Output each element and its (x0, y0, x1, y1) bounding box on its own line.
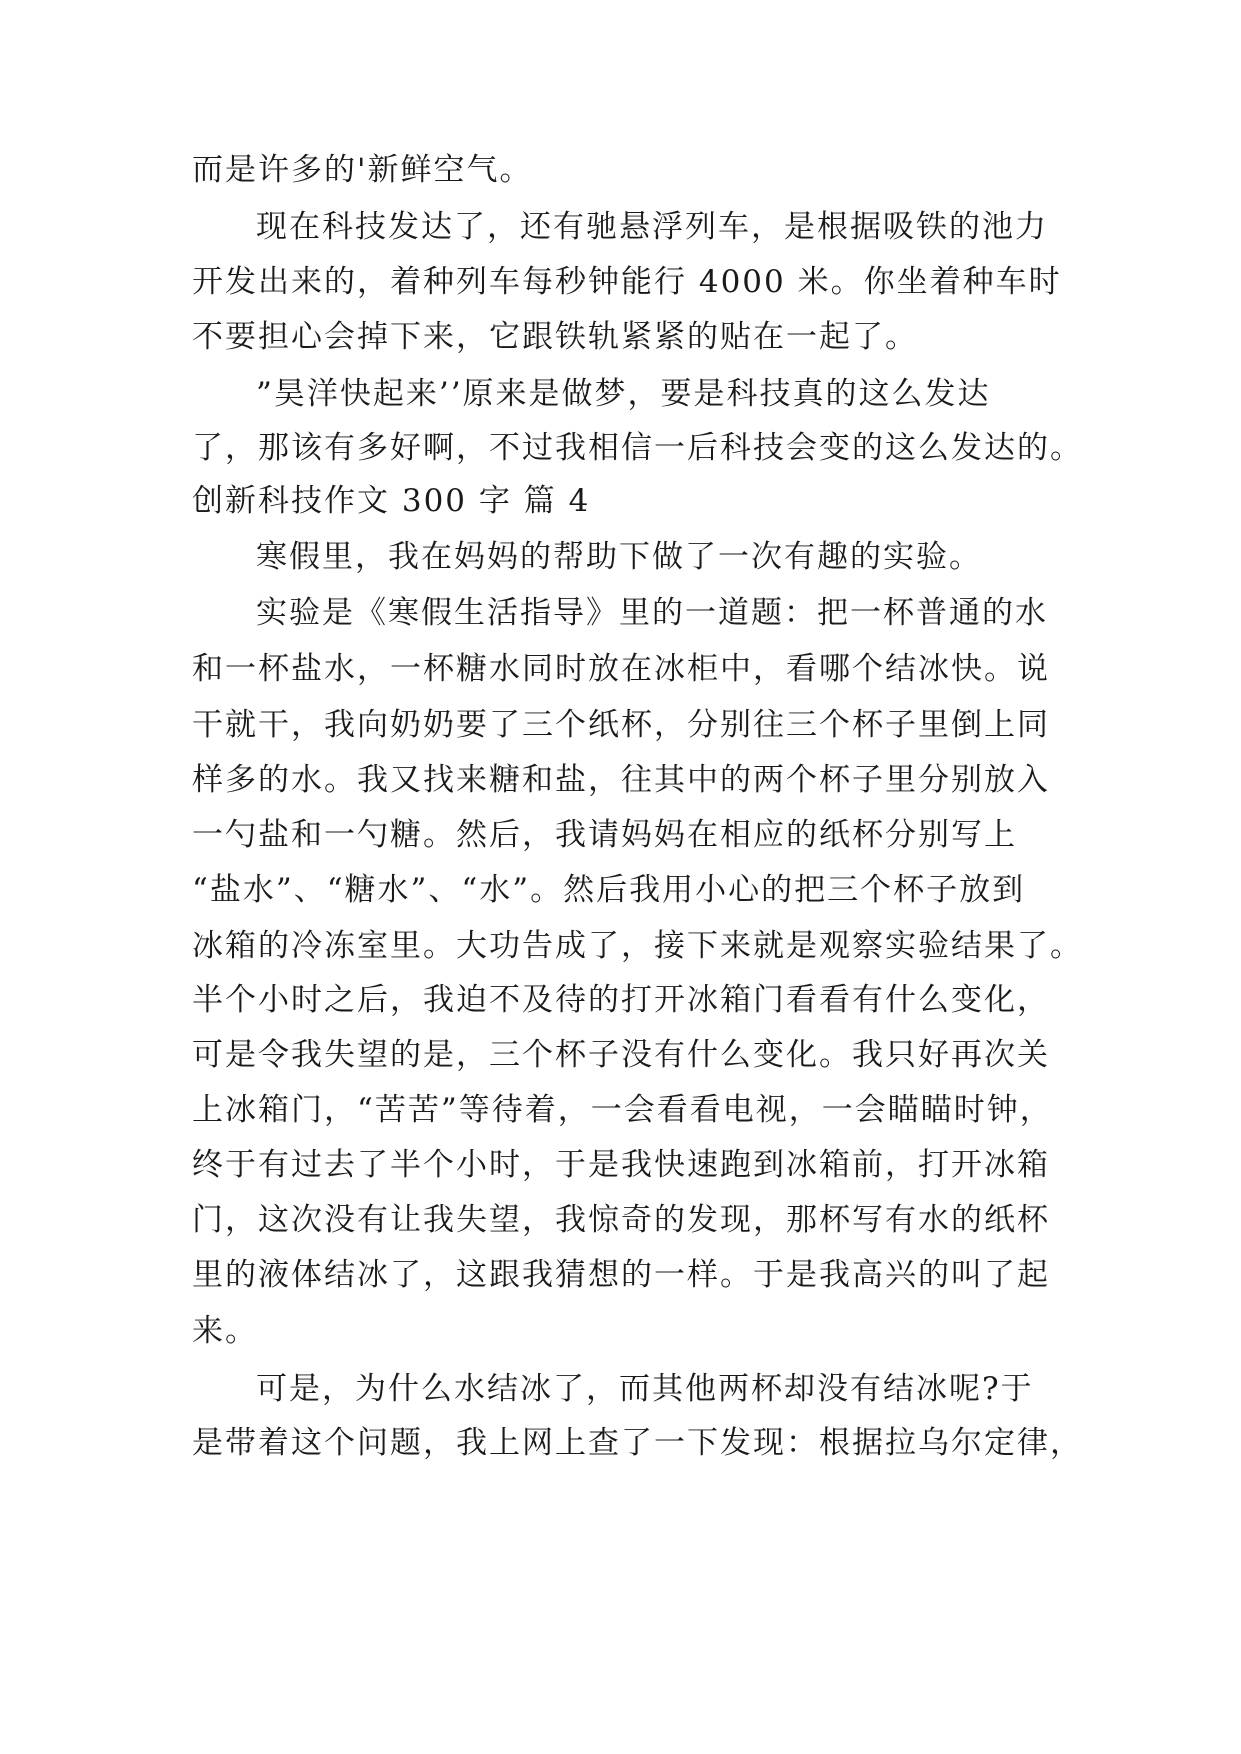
text-line: 门，这次没有让我失望，我惊奇的发现，那杯写有水的纸杯 (192, 1202, 1050, 1238)
text-line: 一勺盐和一勺糖。然后，我请妈妈在相应的纸杯分别写上 (192, 817, 1017, 853)
text-line: 和一杯盐水，一杯糖水同时放在冰柜中，看哪个结冰快。说 (192, 651, 1050, 687)
text-line: 来。 (192, 1313, 258, 1349)
paragraph-start: 实验是《寒假生活指导》里的一道题：把一杯普通的水 (256, 595, 1048, 631)
text-line: 是带着这个问题，我上网上查了一下发现：根据拉乌尔定律， (192, 1425, 1083, 1461)
text-line: 冰箱的冷冻室里。大功告成了，接下来就是观察实验结果了。 (192, 928, 1083, 964)
text-line: 半个小时之后，我迫不及待的打开冰箱门看看有什么变化， (192, 982, 1050, 1018)
text-line: 样多的水。我又找来糖和盐，往其中的两个杯子里分别放入 (192, 762, 1050, 798)
paragraph-start: ”昊洋快起来’’原来是做梦，要是科技真的这么发达 (256, 376, 991, 412)
text-line: 干就干，我向奶奶要了三个纸杯，分别往三个杯子里倒上同 (192, 707, 1050, 743)
section-heading: 创新科技作文 300 字 篇 4 (192, 483, 591, 519)
paragraph-start: 寒假里，我在妈妈的帮助下做了一次有趣的实验。 (256, 539, 982, 575)
text-line: 终于有过去了半个小时，于是我快速跑到冰箱前，打开冰箱 (192, 1147, 1050, 1183)
paragraph-start: 现在科技发达了，还有驰悬浮列车，是根据吸铁的池力 (256, 209, 1048, 245)
text-line: 上冰箱门，“苦苦”等待着，一会看看电视，一会瞄瞄时钟， (192, 1092, 1053, 1128)
text-line: 开发出来的，着种列车每秒钟能行 4000 米。你坐着种车时 (192, 264, 1062, 300)
text-line: 了，那该有多好啊，不过我相信一后科技会变的这么发达的。 (192, 430, 1083, 466)
text-line: 可是令我失望的是，三个杯子没有什么变化。我只好再次关 (192, 1037, 1050, 1073)
text-line: “盐水”、“糖水”、“水”。然后我用小心的把三个杯子放到 (192, 872, 1026, 908)
paragraph-start: 可是，为什么水结冰了，而其他两杯却没有结冰呢?于 (256, 1371, 1034, 1407)
text-line: 而是许多的'新鲜空气。 (192, 152, 533, 188)
text-line: 不要担心会掉下来，它跟铁轨紧紧的贴在一起了。 (192, 319, 918, 355)
text-line: 里的液体结冰了，这跟我猜想的一样。于是我高兴的叫了起 (192, 1257, 1050, 1293)
